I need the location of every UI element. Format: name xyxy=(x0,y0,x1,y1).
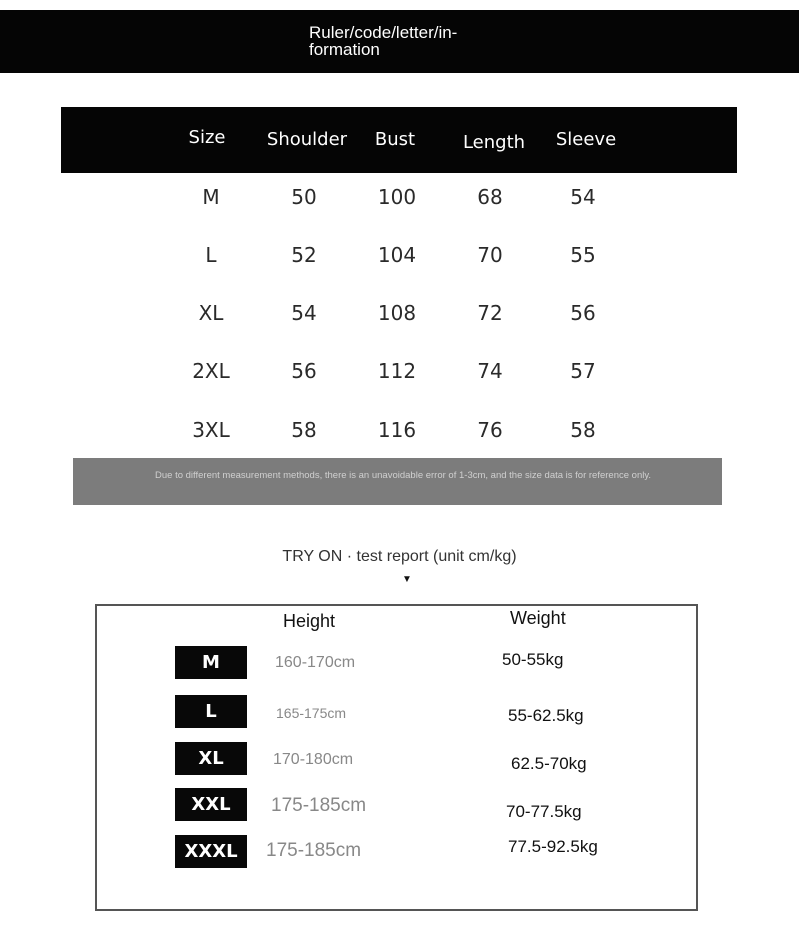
cell-sleeve: 55 xyxy=(570,243,596,267)
column-header-shoulder: Shoulder xyxy=(266,129,348,150)
cell-length: 68 xyxy=(477,185,503,209)
measurement-note: Due to different measurement methods, there is an unavoidable error of 1-3cm, and the size data is for reference only. xyxy=(155,470,652,481)
cell-length: 74 xyxy=(477,359,503,383)
cell-shoulder: 52 xyxy=(291,243,317,267)
height-range: 175-185cm xyxy=(271,795,367,816)
cell-sleeve: 57 xyxy=(570,359,596,383)
height-label: Height xyxy=(283,611,336,631)
column-header-bust: Bust xyxy=(374,129,416,150)
column-header-sleeve: Sleeve xyxy=(555,129,617,150)
cell-bust: 100 xyxy=(377,185,417,209)
weight-range: 62.5-70kg xyxy=(511,754,587,773)
cell-shoulder: 50 xyxy=(291,185,317,209)
size-table-header xyxy=(61,107,737,173)
cell-shoulder: 54 xyxy=(291,301,317,325)
cell-shoulder: 56 xyxy=(291,359,317,383)
cell-bust: 108 xyxy=(377,301,417,325)
column-header-length: Length xyxy=(462,132,526,153)
cell-bust: 116 xyxy=(377,418,417,442)
size-tag: M xyxy=(175,646,247,679)
cell-size: M xyxy=(202,185,220,209)
cell-length: 76 xyxy=(477,418,503,442)
column-header-size: Size xyxy=(188,127,226,148)
cell-shoulder: 58 xyxy=(291,418,317,442)
weight-range: 55-62.5kg xyxy=(508,706,584,725)
down-arrow-icon: ▼ xyxy=(402,574,412,585)
size-tag: L xyxy=(175,695,247,728)
height-range: 170-180cm xyxy=(273,751,354,768)
cell-size: 3XL xyxy=(192,418,230,442)
measurement-note-bar xyxy=(73,458,722,505)
weight-range: 50-55kg xyxy=(502,650,564,669)
banner-title: Ruler/code/letter/in-formation xyxy=(309,23,458,59)
cell-size: L xyxy=(205,243,217,267)
cell-bust: 112 xyxy=(377,359,417,383)
tryon-title: TRY ON · test report (unit cm/kg) xyxy=(282,548,517,565)
cell-length: 70 xyxy=(477,243,503,267)
height-range: 160-170cm xyxy=(275,654,356,671)
cell-size: XL xyxy=(198,301,224,325)
cell-size: 2XL xyxy=(192,359,230,383)
height-range: 165-175cm xyxy=(276,705,347,721)
cell-bust: 104 xyxy=(377,243,417,267)
size-tag: XXL xyxy=(175,788,247,821)
cell-length: 72 xyxy=(477,301,503,325)
cell-sleeve: 56 xyxy=(570,301,596,325)
size-tag: XXXL xyxy=(175,835,247,868)
cell-sleeve: 58 xyxy=(570,418,596,442)
weight-label: Weight xyxy=(510,608,566,628)
weight-range: 70-77.5kg xyxy=(506,802,582,821)
height-range: 175-185cm xyxy=(266,840,362,861)
cell-sleeve: 54 xyxy=(570,185,596,209)
weight-range: 77.5-92.5kg xyxy=(508,837,598,856)
size-tag: XL xyxy=(175,742,247,775)
